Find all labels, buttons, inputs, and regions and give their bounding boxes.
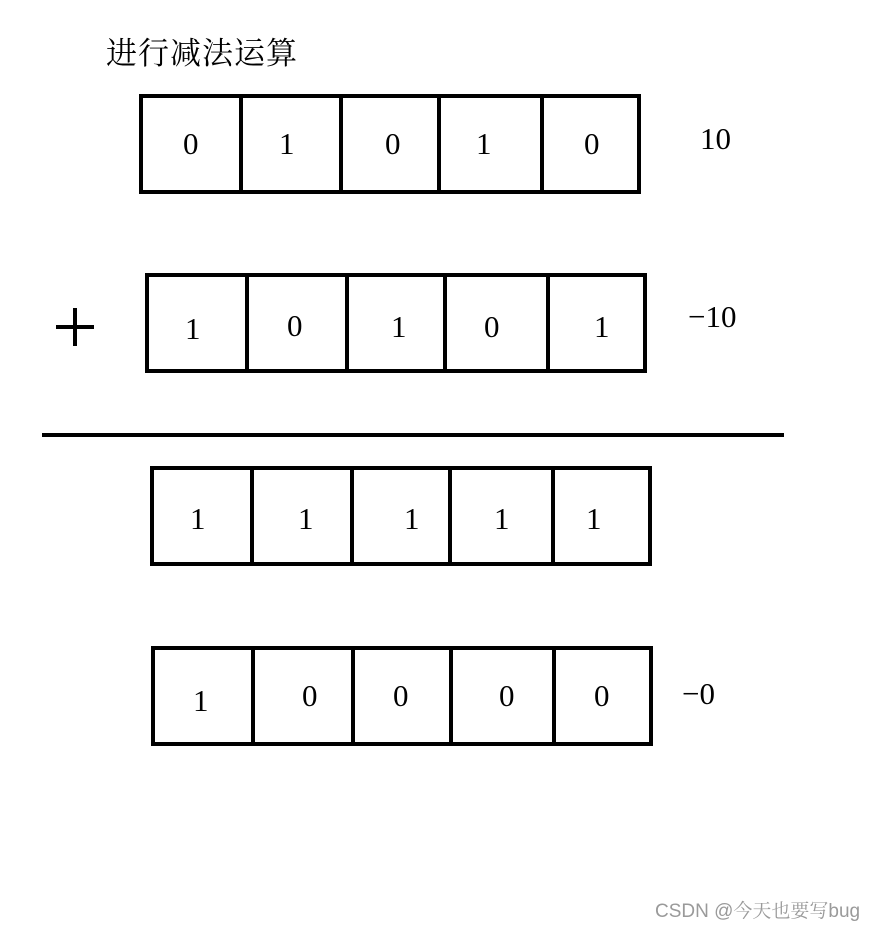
bit-value: 1	[494, 501, 510, 536]
bit-cell	[245, 273, 349, 373]
bit-cell	[443, 273, 550, 373]
bit-value: 1	[185, 311, 201, 346]
bit-cell	[345, 273, 447, 373]
bit-row-sum	[150, 466, 652, 566]
bit-value: 0	[484, 309, 500, 344]
bit-value: 0	[594, 678, 610, 713]
bit-value: 1	[391, 309, 407, 344]
watermark-text: CSDN @今天也要写bug	[655, 901, 861, 922]
bit-value: 1	[594, 309, 610, 344]
bit-row-addend	[145, 273, 647, 373]
bit-value: 1	[476, 126, 492, 161]
bit-cell	[151, 646, 255, 746]
bit-row-result	[151, 646, 653, 746]
bit-cell	[449, 646, 556, 746]
diagram-title: 进行减法运算	[106, 36, 298, 72]
bit-value: 1	[279, 126, 295, 161]
bit-value: 0	[302, 678, 318, 713]
bit-value: 0	[584, 126, 600, 161]
bit-value: 0	[385, 126, 401, 161]
decimal-value-label: 10	[700, 121, 731, 156]
bit-value: 0	[499, 678, 515, 713]
bit-cell	[251, 646, 355, 746]
bit-value: 0	[393, 678, 409, 713]
bit-value: 1	[298, 501, 314, 536]
bit-cell	[351, 646, 453, 746]
bit-cell	[448, 466, 555, 566]
bit-cell	[150, 466, 254, 566]
bit-cell	[551, 466, 652, 566]
bit-value: 0	[183, 126, 199, 161]
bit-row-minuend	[139, 94, 641, 194]
decimal-value-label: −10	[688, 299, 737, 334]
bit-cell	[250, 466, 354, 566]
bit-cell	[437, 94, 544, 194]
decimal-value-label: −0	[682, 676, 715, 711]
bit-cell	[546, 273, 647, 373]
plus-sign-icon	[56, 308, 94, 346]
bit-cell	[139, 94, 243, 194]
bit-cell	[239, 94, 343, 194]
bit-cell	[350, 466, 452, 566]
bit-value: 0	[287, 308, 303, 343]
bit-value: 1	[586, 501, 602, 536]
bit-cell	[552, 646, 653, 746]
bit-value: 1	[404, 501, 420, 536]
bit-value: 1	[193, 683, 209, 718]
bit-cell	[540, 94, 641, 194]
sum-line	[42, 433, 784, 437]
bit-value: 1	[190, 501, 206, 536]
bit-cell	[145, 273, 249, 373]
bit-cell	[339, 94, 441, 194]
